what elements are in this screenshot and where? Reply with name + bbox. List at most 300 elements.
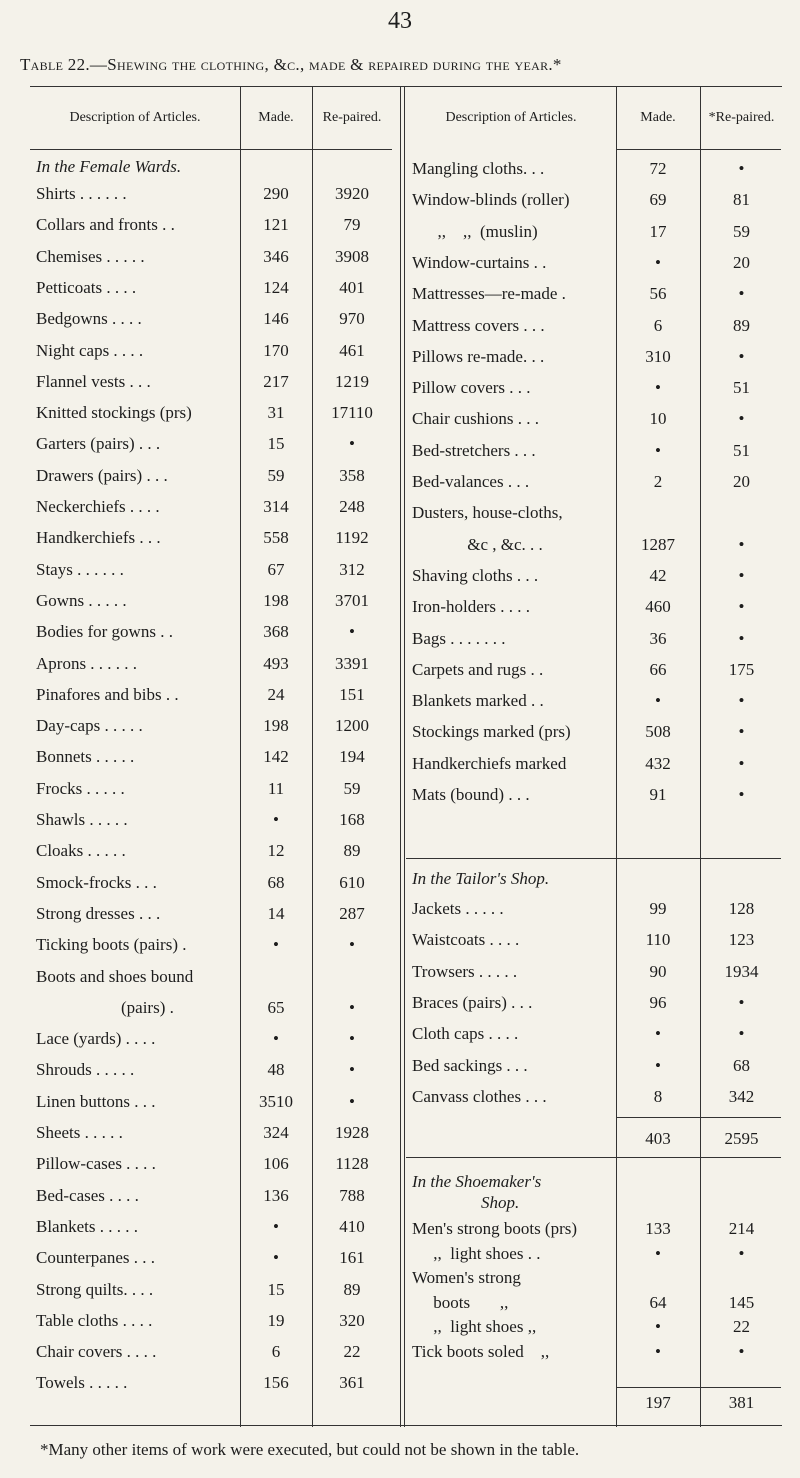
made-count: 72 xyxy=(649,159,667,178)
made-count: • xyxy=(273,1248,279,1268)
table-caption: —Shewing the clothing, &c., made & repaired during the year.* xyxy=(89,55,562,74)
article-description: Bags . . . . . . . xyxy=(412,628,506,648)
article-description: Pillows re-made. . . xyxy=(412,346,545,366)
repaired-count: 79 xyxy=(343,215,361,235)
repaired-count: 68 xyxy=(733,1055,750,1075)
article-description: Garters (pairs) . . . xyxy=(36,434,161,454)
repaired-count: • xyxy=(738,284,745,304)
article-description: Window-blinds (roller) xyxy=(412,190,570,210)
repaired-count: • xyxy=(349,1060,355,1080)
table-row xyxy=(406,566,783,590)
total-rule xyxy=(406,858,781,859)
article-description: (pairs) . xyxy=(36,997,174,1017)
table-row xyxy=(30,247,392,271)
repaired-total: 2595 xyxy=(724,1129,759,1148)
repaired-count: 51 xyxy=(733,378,750,398)
made-count: 146 xyxy=(263,309,289,329)
article-description: Bed sackings . . . xyxy=(412,1055,528,1075)
repaired-count: 151 xyxy=(339,684,365,704)
table-row xyxy=(30,1029,392,1053)
article-description: Day-caps . . . . . xyxy=(36,716,143,736)
table-row xyxy=(406,1293,783,1317)
article-description: Bodies for gowns . . xyxy=(36,622,173,642)
article-description: Chair covers . . . . xyxy=(36,1342,157,1362)
article-description: Shaving cloths . . . xyxy=(412,565,539,585)
article-description: Window-curtains . . xyxy=(412,252,547,272)
repaired-count: • xyxy=(738,1024,745,1044)
article-description: Men's strong boots (prs) xyxy=(412,1219,578,1238)
repaired-count: 89 xyxy=(733,315,750,335)
article-description: Shawls . . . . . xyxy=(36,810,128,829)
table-row xyxy=(30,998,392,1022)
repaired-count: 410 xyxy=(339,1216,365,1236)
page-number: 43 xyxy=(388,8,412,34)
repaired-count: 128 xyxy=(728,899,755,918)
table-row xyxy=(406,1244,783,1268)
table-row xyxy=(30,967,392,991)
article-description: Shirts . . . . . . xyxy=(36,184,127,203)
article-description: Mangling cloths. . . xyxy=(412,159,545,178)
repaired-count: 145 xyxy=(728,1292,755,1312)
repaired-count: 161 xyxy=(339,1248,365,1268)
repaired-count: 123 xyxy=(728,930,755,950)
table-row xyxy=(30,1311,392,1335)
table-row xyxy=(30,1342,392,1366)
header-description: Description of Articles. xyxy=(69,110,201,126)
repaired-count: 358 xyxy=(339,465,365,485)
made-count: 67 xyxy=(267,559,285,579)
made-count: 198 xyxy=(263,590,289,610)
repaired-count: • xyxy=(738,691,745,711)
article-description: ,, ,, (muslin) xyxy=(412,221,538,241)
table-row xyxy=(406,899,783,923)
article-description: Women's strong xyxy=(412,1268,521,1287)
made-count: • xyxy=(655,1055,661,1075)
table-row xyxy=(406,722,783,746)
header-rule xyxy=(30,149,392,150)
table-row xyxy=(406,785,783,809)
made-count: 42 xyxy=(649,565,667,585)
repaired-count: • xyxy=(738,409,745,429)
made-count: 91 xyxy=(649,785,667,804)
table-row xyxy=(30,1092,392,1116)
made-count: • xyxy=(655,1341,661,1361)
repaired-count: • xyxy=(349,1029,355,1049)
repaired-count: 788 xyxy=(339,1185,365,1205)
article-description: Handkerchiefs marked xyxy=(412,753,567,773)
repaired-count: 342 xyxy=(728,1086,755,1106)
made-count: 15 xyxy=(267,1279,285,1299)
table-row xyxy=(406,1268,783,1292)
repaired-count: 214 xyxy=(728,1219,755,1238)
made-count: 11 xyxy=(267,778,285,798)
table-row xyxy=(406,503,783,527)
made-count: 2 xyxy=(653,472,663,491)
made-count: 460 xyxy=(645,597,671,617)
article-description: Collars and fronts . . xyxy=(36,215,175,235)
repaired-count: 20 xyxy=(733,472,750,491)
table-row xyxy=(30,372,392,396)
article-description: Bed-valances . . . xyxy=(412,472,530,491)
article-description: Pillow covers . . . xyxy=(412,378,531,398)
repaired-count: 22 xyxy=(733,1317,750,1336)
made-count: 121 xyxy=(263,215,289,235)
article-description: Mattress covers . . . xyxy=(412,315,545,335)
table-row xyxy=(406,441,783,465)
table-row xyxy=(406,1087,783,1111)
made-count: 156 xyxy=(263,1373,289,1393)
made-count: 68 xyxy=(267,872,285,892)
table-row xyxy=(406,993,783,1017)
repaired-count: 81 xyxy=(733,190,750,210)
made-total: 403 xyxy=(645,1129,671,1148)
repaired-count: 20 xyxy=(733,252,750,272)
table-row xyxy=(406,754,783,778)
table-row xyxy=(30,403,392,427)
made-count: 96 xyxy=(649,992,667,1012)
made-count: 14 xyxy=(267,903,285,923)
table-title xyxy=(20,55,800,75)
repaired-count: • xyxy=(349,1091,355,1111)
clothing-table xyxy=(30,86,782,1427)
made-count: 6 xyxy=(271,1342,281,1362)
table-row xyxy=(406,1056,783,1080)
made-count: 8 xyxy=(653,1086,663,1106)
repaired-count: 610 xyxy=(339,872,365,892)
repaired-count: 89 xyxy=(343,1279,361,1299)
made-count: 64 xyxy=(649,1292,667,1312)
made-count: 48 xyxy=(267,1060,285,1080)
repaired-count: 970 xyxy=(339,309,365,329)
article-description: Braces (pairs) . . . xyxy=(412,992,533,1012)
footnote: *Many other items of work were executed, but could not be shown in the table. xyxy=(40,1440,580,1459)
table-row xyxy=(30,434,392,458)
article-description: Blankets . . . . . xyxy=(36,1216,138,1236)
article-description: Lace (yards) . . . . xyxy=(36,1029,156,1049)
made-total: 197 xyxy=(645,1393,671,1412)
table-row xyxy=(30,215,392,239)
article-description: Ticking boots (pairs) . xyxy=(36,935,187,955)
article-description: Dusters, house-cloths, xyxy=(412,503,563,523)
table-row xyxy=(30,497,392,521)
article-description: Petticoats . . . . xyxy=(36,277,137,297)
made-count: 110 xyxy=(645,930,671,950)
total-rule xyxy=(406,1157,781,1158)
made-count: 31 xyxy=(267,403,285,423)
article-description: Stays . . . . . . xyxy=(36,559,124,579)
article-description: Towels . . . . . xyxy=(36,1373,128,1393)
article-description: Canvass clothes . . . xyxy=(412,1086,547,1106)
article-description: Boots and shoes bound xyxy=(36,966,194,986)
header-made: Made. xyxy=(258,110,294,126)
repaired-count: 312 xyxy=(339,559,365,579)
table-row xyxy=(30,716,392,740)
repaired-count: 461 xyxy=(339,340,365,360)
table-row xyxy=(406,691,783,715)
article-description: Handkerchiefs . . . xyxy=(36,528,161,548)
repaired-count: • xyxy=(738,1341,745,1361)
made-count: • xyxy=(655,440,661,460)
repaired-count: 3908 xyxy=(335,246,369,266)
table-row xyxy=(30,1280,392,1304)
made-count: 368 xyxy=(263,622,289,642)
article-description: Knitted stockings (prs) xyxy=(36,403,192,423)
repaired-count: 3920 xyxy=(335,184,369,203)
made-count: 65 xyxy=(267,997,285,1017)
table-row xyxy=(30,1373,392,1397)
table-row xyxy=(406,1219,783,1243)
repaired-count: • xyxy=(349,935,355,955)
article-description: ,, light shoes . . xyxy=(412,1243,541,1263)
table-row xyxy=(406,284,783,308)
header-description: Description of Articles. xyxy=(445,110,577,126)
article-description: Blankets marked . . xyxy=(412,691,544,711)
made-count: 290 xyxy=(263,184,289,203)
article-description: Cloth caps . . . . xyxy=(412,1024,519,1044)
repaired-count: • xyxy=(738,597,745,617)
repaired-count: • xyxy=(738,628,745,648)
made-count: 346 xyxy=(263,246,289,266)
made-count: 432 xyxy=(645,753,671,773)
table-row xyxy=(406,597,783,621)
article-description: Bed-stretchers . . . xyxy=(412,440,536,460)
made-count: 90 xyxy=(649,961,667,981)
section-tailor-shop: In the Tailor's Shop. xyxy=(412,869,550,888)
repaired-count: 59 xyxy=(343,778,361,798)
article-description: Linen buttons . . . xyxy=(36,1091,156,1111)
repaired-count: 51 xyxy=(733,440,750,460)
repaired-count: 22 xyxy=(343,1342,361,1362)
repaired-count: • xyxy=(738,346,745,366)
table-row xyxy=(406,1317,783,1341)
table-row xyxy=(30,810,392,834)
repaired-count: • xyxy=(349,434,355,454)
article-description: Strong dresses . . . xyxy=(36,903,161,923)
repaired-count: 248 xyxy=(339,497,365,516)
left-panel xyxy=(30,87,395,1427)
made-count: 136 xyxy=(263,1185,289,1205)
made-count: 19 xyxy=(267,1310,285,1330)
article-description: Neckerchiefs . . . . xyxy=(36,497,160,516)
repaired-count: • xyxy=(738,159,745,178)
table-row xyxy=(30,560,392,584)
table-row xyxy=(30,654,392,678)
shoemaker-total-row xyxy=(406,1393,783,1417)
table-row xyxy=(406,409,783,433)
repaired-count: • xyxy=(349,622,355,642)
made-count: 310 xyxy=(645,346,671,366)
article-description: Tick boots soled ,, xyxy=(412,1341,550,1361)
bottom-rule xyxy=(30,1425,782,1426)
made-count: 314 xyxy=(263,497,289,516)
repaired-count: • xyxy=(738,722,745,742)
made-count: • xyxy=(655,252,661,272)
repaired-count: 401 xyxy=(339,277,365,297)
article-description: Jackets . . . . . xyxy=(412,899,504,918)
article-description: Table cloths . . . . xyxy=(36,1310,153,1330)
repaired-count: • xyxy=(738,534,745,554)
section-female-wards: In the Female Wards. xyxy=(36,157,182,176)
table-row xyxy=(406,629,783,653)
article-description: Frocks . . . . . xyxy=(36,778,125,798)
article-description: Cloaks . . . . . xyxy=(36,841,126,861)
table-row xyxy=(30,873,392,897)
article-description: Mattresses—re-made . xyxy=(412,284,566,304)
table-row xyxy=(406,535,783,559)
made-count: 17 xyxy=(649,221,667,241)
made-count: 36 xyxy=(649,628,667,648)
table-label: Table 22. xyxy=(20,55,90,74)
article-description: Aprons . . . . . . xyxy=(36,653,138,673)
table-row xyxy=(406,1024,783,1048)
header-repaired: *Re-paired. xyxy=(708,110,775,126)
article-description: Mats (bound) . . . xyxy=(412,785,530,804)
article-description: Pillow-cases . . . . xyxy=(36,1154,156,1174)
table-row xyxy=(30,1186,392,1210)
repaired-count: 89 xyxy=(343,841,361,861)
made-count: 56 xyxy=(649,284,667,304)
made-count: 124 xyxy=(263,277,289,297)
table-row xyxy=(30,685,392,709)
table-row xyxy=(30,309,392,333)
repaired-count: 1128 xyxy=(335,1154,369,1174)
article-description: Waistcoats . . . . xyxy=(412,930,520,950)
table-row xyxy=(406,222,783,246)
made-count: 3510 xyxy=(259,1091,293,1111)
made-count: 1287 xyxy=(641,534,675,554)
repaired-count: 59 xyxy=(733,221,750,241)
article-description: Drawers (pairs) . . . xyxy=(36,465,168,485)
table-row xyxy=(30,1154,392,1178)
article-description: Smock-frocks . . . xyxy=(36,872,157,892)
article-description: Chair cushions . . . xyxy=(412,409,540,429)
table-row xyxy=(406,930,783,954)
header-repaired: Re-paired. xyxy=(322,110,382,126)
table-row xyxy=(406,347,783,371)
repaired-count: 1934 xyxy=(724,961,759,981)
made-count: 198 xyxy=(263,716,289,736)
article-description: Bedgowns . . . . xyxy=(36,309,142,329)
section-shoemaker-shop: In the Shoemaker's xyxy=(412,1172,542,1191)
repaired-count: 320 xyxy=(339,1310,365,1330)
table-row xyxy=(30,528,392,552)
repaired-count: 3701 xyxy=(335,590,369,610)
table-row xyxy=(30,341,392,365)
article-description: Bed-cases . . . . xyxy=(36,1185,139,1205)
repaired-count: 1192 xyxy=(335,528,369,548)
repaired-count: 1928 xyxy=(335,1123,369,1142)
made-count: 558 xyxy=(263,528,289,548)
article-description: Gowns . . . . . xyxy=(36,590,127,610)
repaired-count: 194 xyxy=(339,747,365,767)
made-count: 6 xyxy=(653,315,663,335)
section-shoemaker-shop-2: Shop. xyxy=(481,1193,520,1212)
header-rule xyxy=(616,149,781,150)
table-row xyxy=(406,378,783,402)
article-description: Pinafores and bibs . . xyxy=(36,684,179,704)
repaired-count: 1219 xyxy=(335,371,369,391)
made-count: 217 xyxy=(263,371,289,391)
table-row xyxy=(30,747,392,771)
article-description: ,, light shoes ,, xyxy=(412,1317,537,1336)
article-description: Bonnets . . . . . xyxy=(36,747,135,767)
article-description: &c , &c. . . xyxy=(412,534,543,554)
repaired-count: 287 xyxy=(339,903,365,923)
table-row xyxy=(406,159,783,183)
total-rule xyxy=(616,1117,781,1118)
made-count: 10 xyxy=(649,409,667,429)
table-row xyxy=(406,316,783,340)
article-description: Counterpanes . . . xyxy=(36,1248,155,1268)
made-count: 170 xyxy=(263,340,289,360)
table-row xyxy=(30,841,392,865)
made-count: 99 xyxy=(649,899,667,918)
made-count: 493 xyxy=(263,653,289,673)
repaired-total: 381 xyxy=(728,1393,755,1412)
repaired-count: • xyxy=(738,992,745,1012)
repaired-count: • xyxy=(738,753,745,773)
made-count: 508 xyxy=(645,722,671,742)
table-row xyxy=(30,622,392,646)
table-row xyxy=(406,253,783,277)
made-count: 15 xyxy=(267,434,285,454)
made-count: • xyxy=(273,1216,279,1236)
made-count: 24 xyxy=(267,684,285,704)
table-row xyxy=(30,935,392,959)
table-row xyxy=(30,779,392,803)
repaired-count: 175 xyxy=(728,659,755,679)
made-count: 133 xyxy=(645,1219,671,1238)
repaired-count: 1200 xyxy=(335,716,369,736)
table-row xyxy=(30,1248,392,1272)
article-description: Night caps . . . . xyxy=(36,340,144,360)
table-row xyxy=(406,190,783,214)
repaired-count: 17110 xyxy=(331,403,373,423)
article-description: Iron-holders . . . . xyxy=(412,597,531,617)
article-description: Carpets and rugs . . xyxy=(412,659,544,679)
repaired-count: • xyxy=(738,1243,745,1263)
repaired-count: • xyxy=(738,565,745,585)
table-row xyxy=(30,1217,392,1241)
made-count: • xyxy=(655,691,661,711)
repaired-count: • xyxy=(738,785,745,804)
made-count: 142 xyxy=(263,747,289,767)
made-count: • xyxy=(655,1317,661,1336)
article-description: Shrouds . . . . . xyxy=(36,1060,135,1080)
table-row xyxy=(406,962,783,986)
article-description: Flannel vests . . . xyxy=(36,371,151,391)
repaired-count: 168 xyxy=(339,810,365,829)
made-count: • xyxy=(655,378,661,398)
article-description: Sheets . . . . . xyxy=(36,1123,123,1142)
table-row xyxy=(30,904,392,928)
tailor-total-row xyxy=(406,1129,783,1153)
made-count: 324 xyxy=(263,1123,289,1142)
made-count: • xyxy=(655,1243,661,1263)
made-count: 59 xyxy=(267,465,285,485)
repaired-count: 361 xyxy=(339,1373,365,1393)
table-row xyxy=(30,1123,392,1147)
table-row xyxy=(30,184,392,208)
made-count: • xyxy=(273,810,279,829)
table-row xyxy=(30,278,392,302)
table-row xyxy=(30,1060,392,1084)
made-count: 69 xyxy=(649,190,667,210)
made-count: 106 xyxy=(263,1154,289,1174)
article-description: Trowsers . . . . . xyxy=(412,961,518,981)
made-count: 66 xyxy=(649,659,667,679)
right-panel xyxy=(400,87,783,1427)
